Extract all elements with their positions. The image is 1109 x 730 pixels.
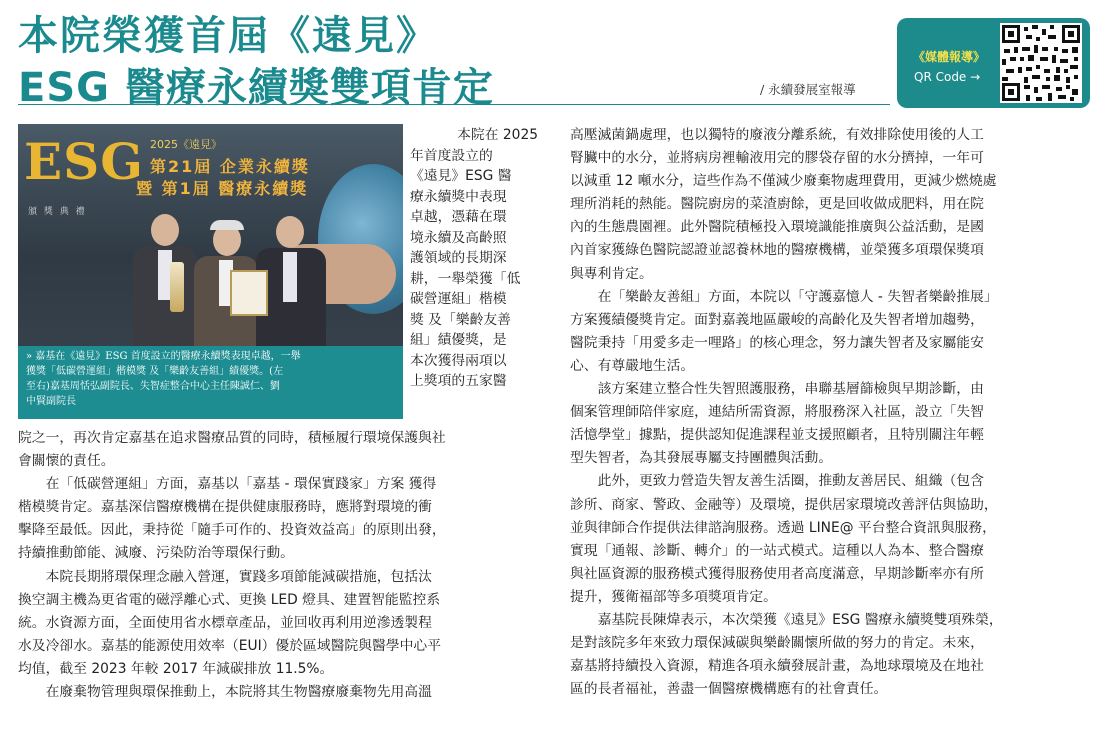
left-text-column: [18, 427, 538, 704]
text-line: 與社區資源的服務模式獲得服務使用者高度滿意，早期診斷率亦有所: [570, 565, 984, 582]
text-line: 在「低碳營運組」方面，嘉基以「嘉基 - 環保實踐家」方案 獲得: [18, 476, 437, 493]
text-line: 年首度設立的: [410, 147, 493, 164]
text-line: 均值，截至 2023 年較 2017 年減碳排放 11.5%。: [18, 660, 334, 677]
qr-label-code: QR Code →: [914, 70, 981, 84]
caption-line: 至右)嘉基周恬弘副院長、失智症整合中心主任陳誠仁、劉: [26, 381, 280, 392]
text-line: 嘉基將持續投入資源，精進各項永續發展計畫，為地球環境及在地社: [570, 658, 984, 675]
text-line: 在廢棄物管理與環保推動上，本院將其生物醫療廢棄物先用高溫: [18, 684, 432, 701]
text-line: 持續推動節能、減廢、污染防治等環保行動。: [18, 545, 294, 562]
certificate: [230, 270, 268, 316]
text-line: 境永續及高齡照: [410, 229, 507, 246]
text-line: 上獎項的五家醫: [410, 373, 507, 389]
photo-award-line-2: 暨 第1屆 醫療永續獎: [136, 179, 309, 198]
text-line: 內首家獲綠色醫院認證並認養林地的醫療機構，並榮獲多項環保獎項: [570, 242, 984, 259]
text-line: 獎 及「樂齡友善: [410, 311, 511, 328]
text-line: 《遠見》ESG 醫: [410, 168, 512, 184]
text-line: 療永續獎中表現: [410, 188, 507, 205]
trophy: [170, 262, 184, 312]
text-line: 此外，更致力營造失智友善生活圈，推動友善居民、組織（包含: [570, 473, 984, 490]
text-line: 診所、商家、警政、金融等）及環境，提供居家環境改善評估與協助，: [570, 496, 998, 513]
caption-line: 中賢副院長: [26, 396, 76, 407]
text-line: 活憶學堂」據點，提供認知促進課程並支援照顧者，且特別關注年輕: [570, 427, 984, 444]
text-line: 腎臟中的水分，並將病房裡輸液用完的膠袋存留的水分擠掉，一年可: [570, 150, 984, 167]
headline-line-2: ESG 醫療永續獎雙項肯定: [18, 65, 494, 111]
text-line: 高壓滅菌鍋處理，也以獨特的廢液分離系統，有效排除使用後的人工: [570, 127, 984, 143]
text-line: 嘉基院長陳煒表示，本次榮獲《遠見》ESG 醫療永續獎雙項殊榮，: [570, 611, 1003, 628]
right-text-column: [570, 124, 1090, 701]
text-line: 個案管理師陪伴家庭，連結所需資源，將服務深入社區，設立「失智: [570, 404, 984, 421]
wrap-text-column: [410, 125, 538, 392]
text-line: 在「樂齡友善組」方面，本院以「守護嘉憶人 - 失智者樂齡推展」: [570, 288, 998, 305]
text-line: 本次獲得兩項以: [410, 352, 507, 369]
caption-line: » 嘉基在《遠見》ESG 首度設立的醫療永續獎表現卓越，一舉: [26, 351, 301, 362]
text-line: 該方案建立整合性失智照護服務，串聯基層篩檢與早期診斷，由: [570, 381, 984, 398]
text-line: 是對該院多年來致力環保減碳與樂齡關懷所做的努力的肯定。未來，: [570, 635, 984, 652]
text-line: 水及冷卻水。嘉基的能源使用效率（EUI）優於區域醫院與醫學中心平: [18, 637, 441, 654]
text-line: 院之一，再次肯定嘉基在追求醫療品質的同時，積極履行環境保護與社: [18, 430, 446, 446]
qr-code-pattern: [1000, 23, 1082, 103]
text-line: 理所消耗的熱能。醫院廚房的菜渣廚餘，更是回收做成肥料，用在院: [570, 196, 984, 213]
text-line: 擊降至最低。因此，秉持從「隨手可作的、投資效益高」的原則出發，: [18, 522, 446, 539]
text-line: 換空調主機為更省電的磁浮離心式、更換 LED 燈具、建置智能監控系: [18, 591, 441, 608]
text-line: 實現「通報、診斷、轉介」的一站式模式。這種以人為本、整合醫療: [570, 542, 984, 559]
text-line: 提升，獲衛福部等多項獎項肯定。: [570, 588, 777, 605]
photo-year-line: 2025《遠見》: [150, 138, 222, 151]
text-line: 會關懷的責任。: [18, 453, 115, 470]
text-line: 護領域的長期深: [410, 250, 507, 266]
photo-award-line-1: 第21屆 企業永續獎: [150, 157, 310, 176]
text-line: 醫院秉持「用愛多走一哩路」的核心理念，努力讓失智者及家屬能安: [570, 334, 984, 351]
photo-ceremony-text: 頒 獎 典 禮: [28, 207, 87, 217]
text-line: 卓越，憑藉在環: [410, 209, 507, 225]
byline: / 永續發展室報導: [760, 82, 856, 97]
text-line: 區的長者福祉，善盡一個醫療機構應有的社會責任。: [570, 681, 888, 698]
headline-line-1: 本院榮獲首屆《遠見》: [18, 13, 438, 59]
text-line: 本院長期將環保理念融入營運，實踐多項節能減碳措施，包括汰: [18, 568, 432, 585]
text-line: 內的生態農園裡。此外醫院積極投入環境識能推廣與公益活動，是國: [570, 219, 984, 236]
qr-label-media: 《媒體報導》: [913, 50, 986, 64]
text-line: 組」績優獎，是: [410, 332, 507, 348]
text-line: 方案獲績優獎肯定。面對嘉義地區嚴峻的高齡化及失智者增加趨勢，: [570, 311, 984, 328]
text-line: 耕，一舉榮獲「低: [410, 270, 521, 287]
qr-code[interactable]: [1000, 23, 1082, 103]
text-line: 統。水資源方面，全面使用省水標章產品，並回收再利用逆滲透製程: [18, 614, 432, 631]
text-line: 碳營運組」楷模: [410, 291, 507, 307]
text-line: 型失智者，為其發展專屬支持團體與活動。: [570, 450, 833, 467]
photo-caption: [18, 346, 403, 419]
text-line: 楷模獎肯定。嘉基深信醫療機構在提供健康服務時，應將對環境的衝: [18, 499, 432, 516]
header-divider: [18, 104, 890, 105]
text-line: 本院在 2025: [457, 127, 538, 143]
photo-esg-logo: ESG: [24, 132, 144, 191]
text-line: 心、有尊嚴地生活。: [570, 357, 695, 374]
text-line: 並與律師合作提供法律諮詢服務。透過 LINE@ 平台整合資訊與服務，: [570, 519, 996, 536]
caption-line: 獲獎「低碳營運組」楷模獎 及「樂齡友善組」績優獎。(左: [26, 366, 284, 377]
text-line: 以減重 12 噸水分，這些作為不僅減少廢棄物處理費用，更減少燃燒處: [570, 173, 997, 190]
text-line: 與專利肯定。: [570, 265, 653, 282]
